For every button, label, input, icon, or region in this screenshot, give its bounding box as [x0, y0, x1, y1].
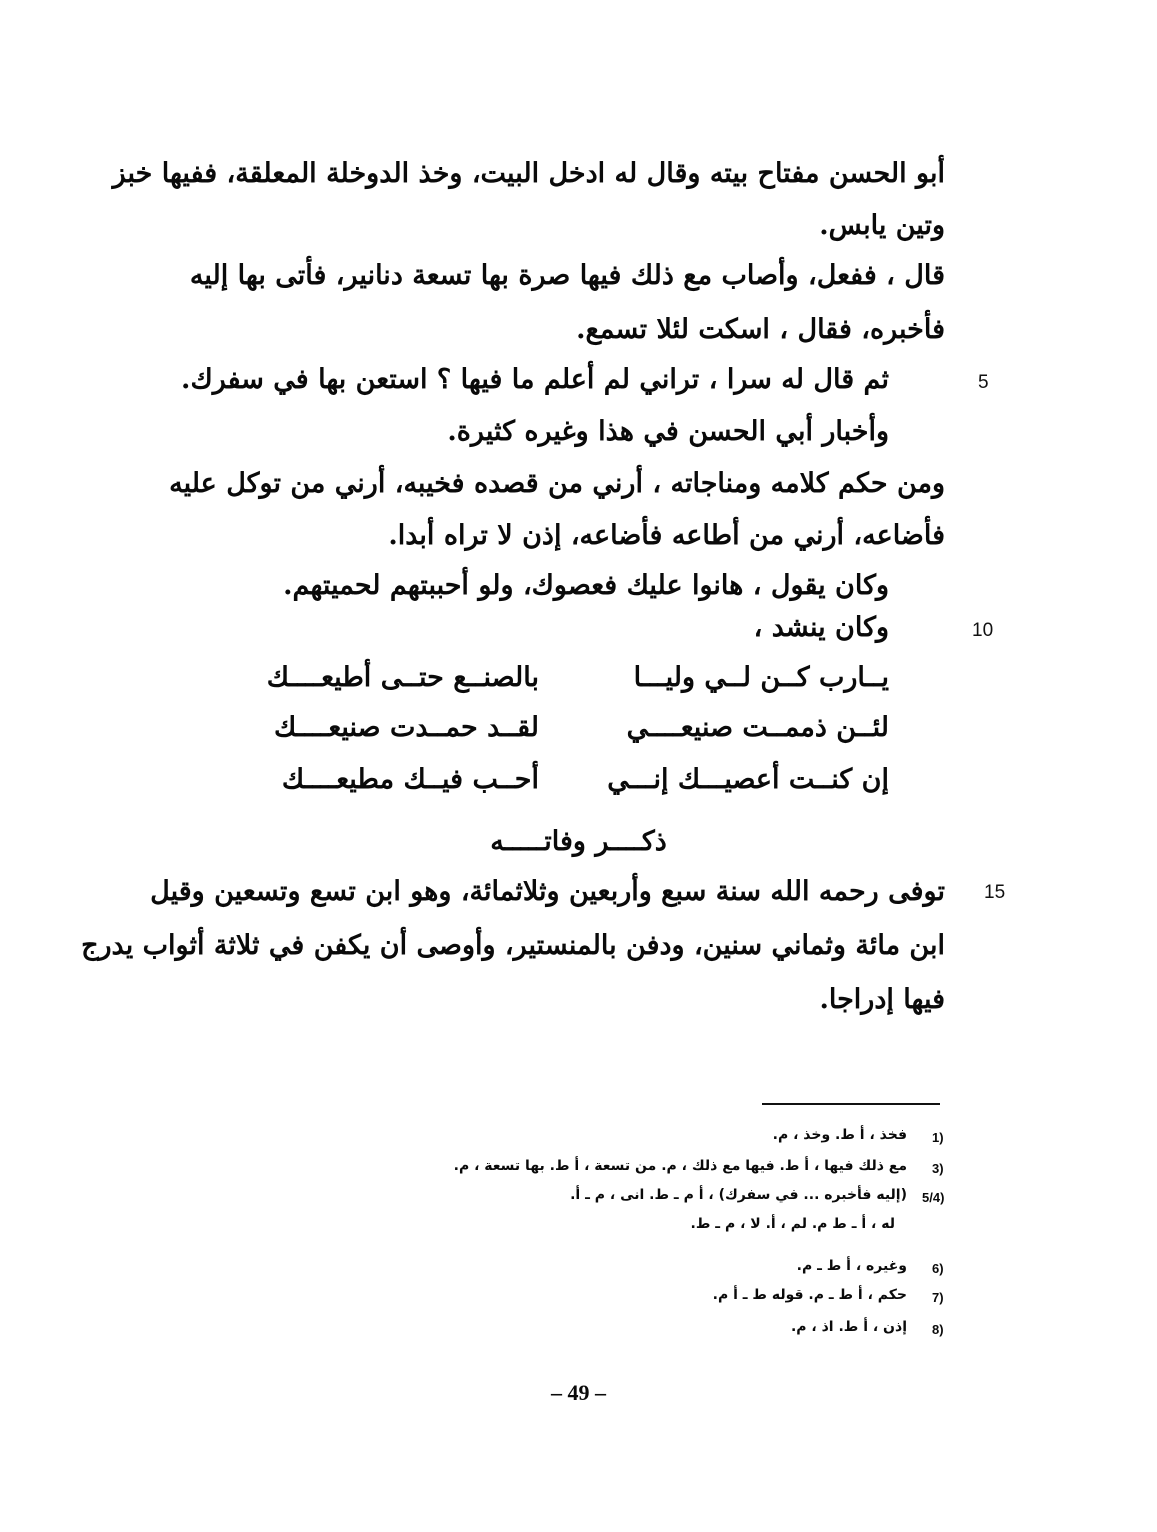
section-heading: ذكــــر وفاتـــــه — [490, 826, 667, 857]
footnote-text: وغيره ، أ ط ـ م. — [796, 1258, 907, 1274]
footnote-text: إذن ، أ ط. اذ ، م. — [790, 1319, 907, 1335]
verse-1-first-hemistich: يــارب كــن لــي وليـــا — [633, 662, 889, 693]
footnote-number: 5/4) — [922, 1190, 945, 1205]
text-line-17: فيها إدراجا. — [819, 984, 945, 1015]
footnote-text: له ، أ ـ ط م. لم ، أ. لا ، م ـ ط. — [690, 1216, 895, 1232]
text-line-5: ثم قال له سرا ، تراني لم أعلم ما فيها ؟ استعن بها في سفرك. — [181, 364, 889, 395]
verse-2-first-hemistich: لئــن ذممــت صنيعــــي — [626, 712, 889, 743]
footnote-separator — [762, 1103, 940, 1105]
footnote-number: 8) — [932, 1322, 944, 1337]
text-line-15: توفى رحمه الله سنة سبع وأربعين وثلاثمائة، وهو ابن تسع وتسعين وقيل — [150, 876, 945, 907]
text-line-16: ابن مائة وثماني سنين، ودفن بالمنستير، وأوصى أن يكفن في ثلاثة أثواب يدرج — [81, 930, 945, 961]
page-number: – 49 – — [551, 1380, 606, 1405]
text-line-4: فأخبره، فقال ، اسكت لئلا تسمع. — [576, 314, 945, 345]
text-line-8: فأضاعه، أرني من أطاعه فأضاعه، إذن لا تراه أبدا. — [388, 520, 945, 551]
text-line-3: قال ، ففعل، وأصاب مع ذلك فيها صرة بها تسعة دنانير، فأتى بها إليه — [189, 260, 945, 291]
verse-3-second-hemistich: أحــب فيــك مطيعــــك — [281, 764, 539, 795]
text-line-2: وتين يابس. — [819, 210, 945, 241]
line-number-5: 5 — [978, 372, 989, 393]
footnote-text: فخذ ، أ ط. وخذ ، م. — [772, 1127, 907, 1143]
text-line-10: وكان ينشد ، — [753, 612, 889, 643]
line-number-15: 15 — [984, 882, 1006, 903]
footnote-number: 1) — [932, 1130, 944, 1145]
verse-2-second-hemistich: لقــد حمــدت صنيعــــك — [273, 712, 539, 743]
text-line-6: وأخبار أبي الحسن في هذا وغيره كثيرة. — [447, 416, 889, 447]
footnote-text: (إليه فأخبره ... في سفرك) ، أ م ـ ط. انى ، م ـ أ. — [570, 1187, 907, 1203]
footnote-number: 3) — [932, 1161, 944, 1176]
verse-3-first-hemistich: إن كنــت أعصيـــك إنـــي — [607, 764, 889, 795]
text-line-7: ومن حكم كلامه ومناجاته ، أرني من قصده فخيبه، أرني من توكل عليه — [169, 468, 945, 499]
text-line-9: وكان يقول ، هانوا عليك فعصوك، ولو أحببتهم لحميتهم. — [283, 570, 889, 601]
footnote-text: حكم ، أ ط ـ م. قوله ط ـ أ م. — [712, 1287, 907, 1303]
footnote-number: 6) — [932, 1261, 944, 1276]
footnote-text: مع ذلك فيها ، أ ط. فيها مع ذلك ، م. من تسعة ، أ ط. بها تسعة ، م. — [453, 1158, 907, 1174]
verse-1-second-hemistich: بالصنــع حتــى أطيعــــك — [266, 662, 539, 693]
text-line-1: أبو الحسن مفتاح بيته وقال له ادخل البيت، وخذ الدوخلة المعلقة، ففيها خبز — [112, 158, 945, 189]
line-number-10: 10 — [972, 620, 994, 641]
footnote-number: 7) — [932, 1290, 944, 1305]
